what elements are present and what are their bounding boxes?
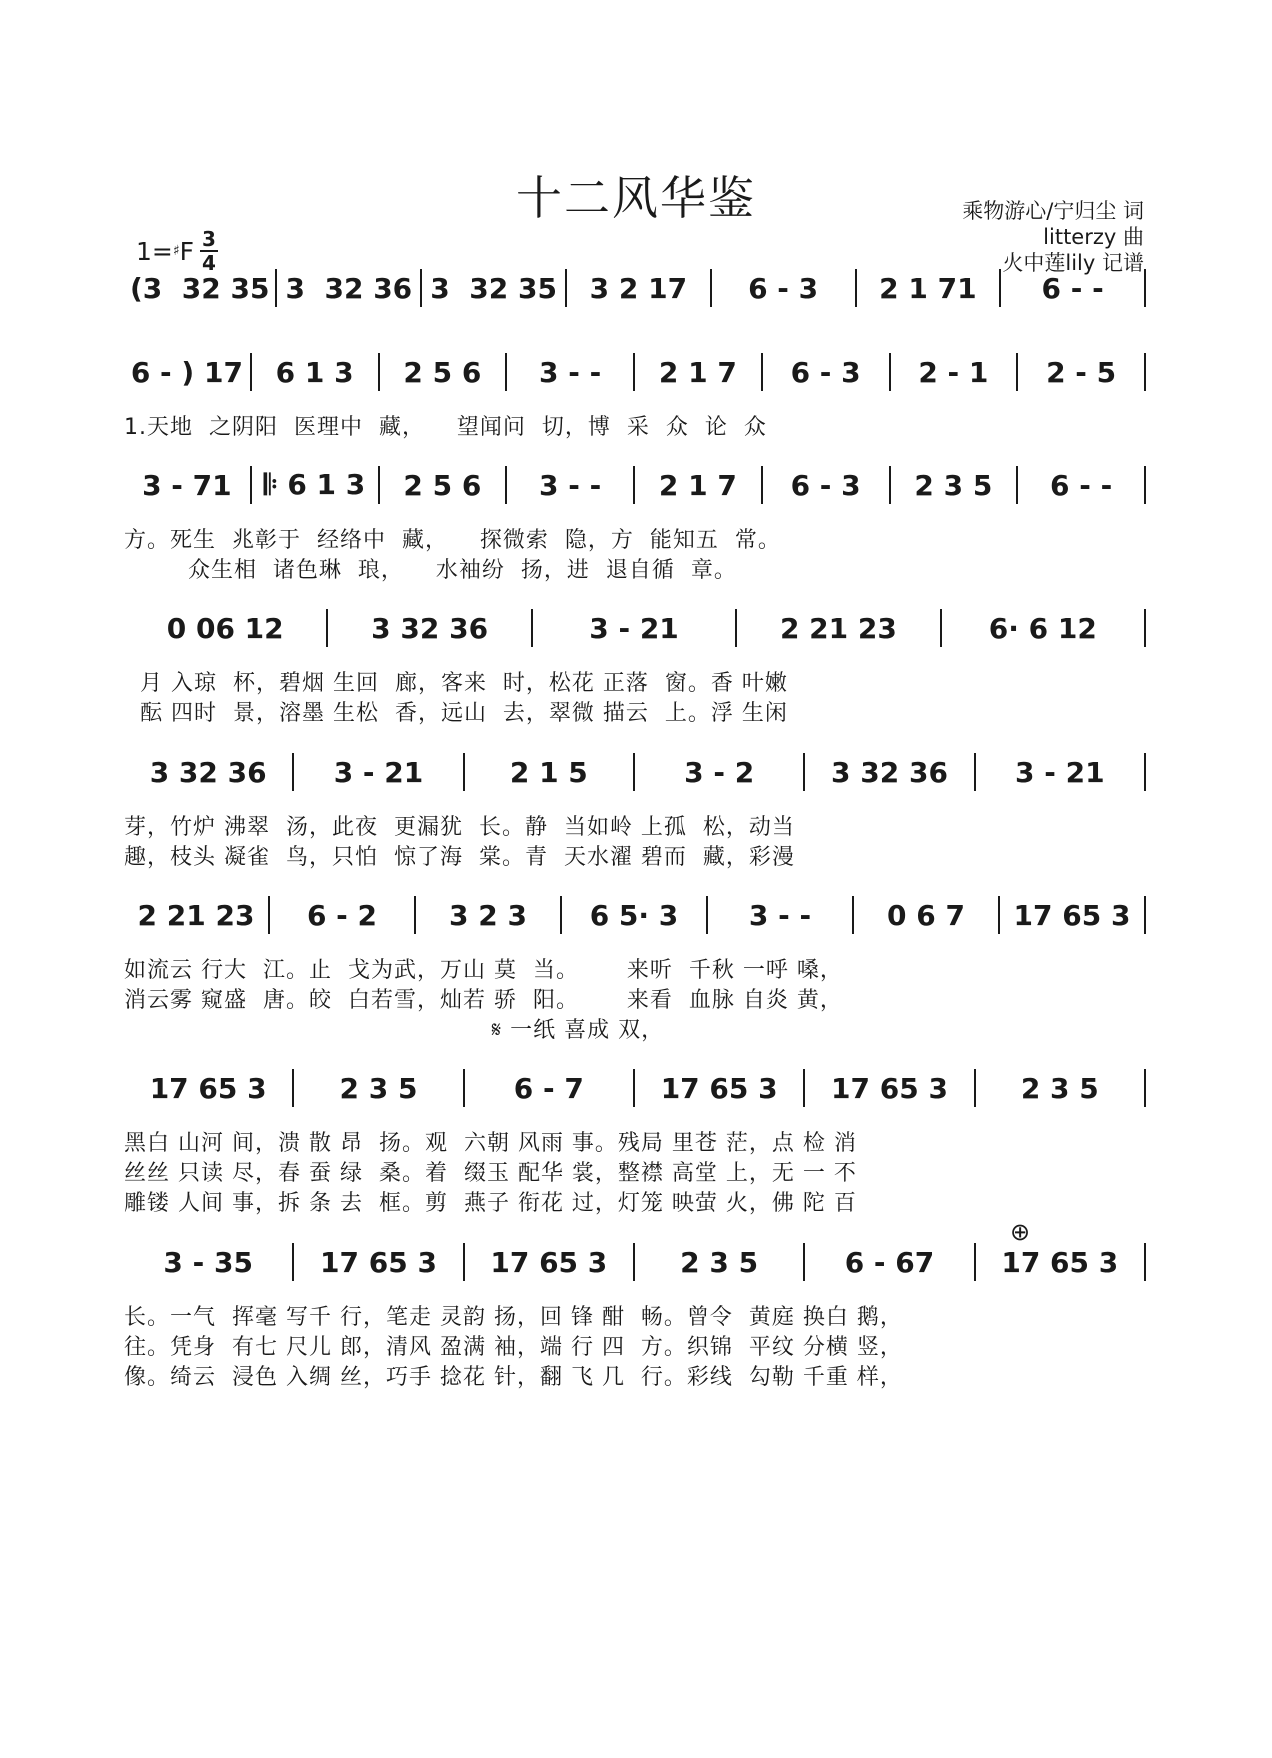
lyricist-credit: 乘物游心/宁归尘 词	[962, 199, 1144, 223]
lyric-line: 𝄋 一纸 喜成 双，	[124, 1018, 665, 1043]
lyric-line: 芽，竹炉 沸翠 汤，此夜 更漏犹 长。静 当如岭 上孤 松，动当	[124, 815, 795, 840]
key-prefix: 1=	[136, 236, 173, 266]
measure: 3 - 21	[1015, 755, 1105, 789]
measure: 6 - 7	[513, 1071, 584, 1105]
notation-line	[124, 1242, 1146, 1282]
key-note: F	[179, 236, 195, 266]
sharp-symbol: ♯	[172, 243, 180, 259]
lyric-line: 像。绮云 浸色 入绸 丝，巧手 捻花 针，翻 飞 几 行。彩线 勾勒 千重 样，	[124, 1365, 903, 1390]
lyric-line: 雕镂 人间 事，拆 条 去 框。剪 燕子 衔花 过，灯笼 映萤 火，佛 陀 百	[124, 1191, 857, 1216]
bar-line	[1144, 353, 1146, 391]
lyric-line: 消云雾 窥盛 唐。皎 白若雪，灿若 骄 阳。 来看 血脉 自炎 黄，	[124, 988, 843, 1013]
bar-line	[1144, 269, 1146, 307]
measure: 𝄆 6 1 3	[263, 468, 366, 501]
notation-line	[124, 752, 1146, 792]
measure: 3 - -	[748, 898, 812, 932]
measure: 6 - 67	[844, 1245, 935, 1279]
measure: 3 2 3	[449, 898, 527, 932]
measure: 3 32 36	[831, 755, 948, 789]
score-system	[0, 465, 1272, 615]
lyric-line: 趣，枝头 凝雀 鸟，只怕 惊了海 棠。青 天水濯 碧而 藏，彩漫	[124, 845, 795, 870]
notation-line	[124, 895, 1146, 935]
lyric-line: 往。凭身 有七 尺儿 郎，清风 盈满 袖，端 行 四 方。织锦 平纹 分横 竖，	[124, 1335, 903, 1360]
measure: 2 3 5	[1020, 1071, 1099, 1105]
notation-line	[124, 1068, 1146, 1108]
lyric-line: 长。一气 挥毫 写千 行，笔走 灵韵 扬，回 锋 酣 畅。曾令 黄庭 换白 鹅，	[124, 1305, 903, 1330]
bar-line	[1144, 753, 1146, 791]
measure: 2 1 7	[658, 468, 737, 502]
lyric-line: 月 入琼 杯，碧烟 生回 廊，客来 时，松花 正落 窗。香 叶嫩	[124, 671, 788, 696]
measure: 6 1 3	[275, 355, 354, 389]
bar-line	[1144, 896, 1146, 934]
measure: 6 - 3	[790, 355, 861, 389]
measure: 17 65 3	[660, 1071, 778, 1105]
measure: 3 32 35	[430, 271, 557, 305]
measure: 3 - -	[539, 355, 602, 389]
measure: 2 1 7	[658, 355, 737, 389]
measure: 3 - 2	[684, 755, 755, 789]
measure: 3 32 36	[285, 271, 413, 305]
time-top: 3	[202, 227, 216, 251]
measure: 2 3 5	[680, 1245, 759, 1279]
lyric-line: 如流云 行大 江。止 戈为武，万山 莫 当。 来听 千秋 一呼 嗓，	[124, 958, 843, 983]
coda-symbol: ⊕	[1010, 1218, 1031, 1246]
measure: 2 5 6	[403, 355, 482, 389]
measure: 2 21 23	[137, 898, 255, 932]
measure: 0 06 12	[166, 611, 284, 645]
lyric-line: 酝 四时 景，溶墨 生松 香，远山 去，翠微 描云 上。浮 生闲	[124, 701, 788, 726]
measure: 6 - 3	[748, 271, 819, 305]
measure: 3 - 71	[142, 468, 232, 502]
measure: 6 - ) 17	[130, 355, 243, 389]
notation-line	[124, 465, 1146, 505]
score-system	[0, 895, 1272, 1045]
measure: 3 - -	[539, 468, 602, 502]
lyric-line: 1.天地 之阴阳 医理中 藏， 望闻问 切，博 采 众 论 众	[124, 415, 767, 440]
measure: 17 65 3	[149, 1071, 267, 1105]
measure: 3 2 17	[589, 271, 688, 305]
measure: 3 - 21	[333, 755, 424, 789]
bar-line	[1144, 1069, 1146, 1107]
measure: 0 6 7	[887, 898, 965, 932]
measure: (3 32 35	[130, 271, 270, 305]
score-system	[0, 608, 1272, 758]
credits	[962, 198, 1144, 276]
measure: 2 5 6	[403, 468, 482, 502]
measure: 3 - 21	[589, 611, 679, 645]
measure: 2 - 1	[918, 355, 989, 389]
measure: 17 65 3	[1013, 898, 1131, 932]
notation-line	[124, 352, 1146, 392]
measure: 3 32 36	[149, 755, 267, 789]
measure: 6 - 3	[790, 468, 861, 502]
measure: 6· 6 12	[988, 611, 1097, 645]
measure: 3 32 36	[371, 611, 489, 645]
measure: 2 1 71	[879, 271, 977, 305]
measure: 6 - 2	[306, 898, 378, 932]
measure: 17 65 3	[831, 1071, 948, 1105]
score-system	[0, 1068, 1272, 1218]
measure: 2 1 5	[509, 755, 588, 789]
composer-credit: litterzy 曲	[1043, 225, 1144, 249]
measure: 17 65 3	[1001, 1245, 1119, 1279]
lyric-line: 众生相 诸色琳 琅， 水袖纷 扬，进 退自循 章。	[124, 558, 737, 583]
measure: 6 - -	[1041, 271, 1104, 305]
bar-line	[1144, 609, 1146, 647]
lyric-line: 方。死生 兆彰于 经络中 藏， 探微索 隐，方 能知五 常。	[124, 528, 781, 553]
time-bottom: 4	[202, 251, 216, 275]
transcriber-credit: 火中莲lily 记谱	[1002, 251, 1144, 275]
measure: 3 - 35	[163, 1245, 253, 1279]
measure: 17 65 3	[490, 1245, 608, 1279]
measure: 2 3 5	[914, 468, 993, 502]
lyric-line: 丝丝 只读 尽，春 蚕 绿 桑。着 缀玉 配华 裳，整襟 高堂 上，无 一 不	[124, 1161, 857, 1186]
song-title: 十二风华鉴	[516, 171, 756, 225]
measure: 6 5· 3	[589, 898, 679, 932]
bar-line	[1144, 1243, 1146, 1281]
measure: 2 3 5	[339, 1071, 418, 1105]
notation-line	[124, 268, 1146, 308]
notation-line	[124, 608, 1146, 648]
measure: 17 65 3	[320, 1245, 437, 1279]
measure: 2 - 5	[1046, 355, 1117, 389]
lyric-line: 黑白 山河 间，溃 散 昂 扬。观 六朝 风雨 事。残局 里苍 茫，点 检 消	[124, 1131, 857, 1156]
measure: 6 - -	[1050, 468, 1113, 502]
bar-line	[1144, 466, 1146, 504]
score-system	[0, 752, 1272, 902]
measure: 2 21 23	[779, 611, 897, 645]
score-system	[0, 1218, 1272, 1392]
